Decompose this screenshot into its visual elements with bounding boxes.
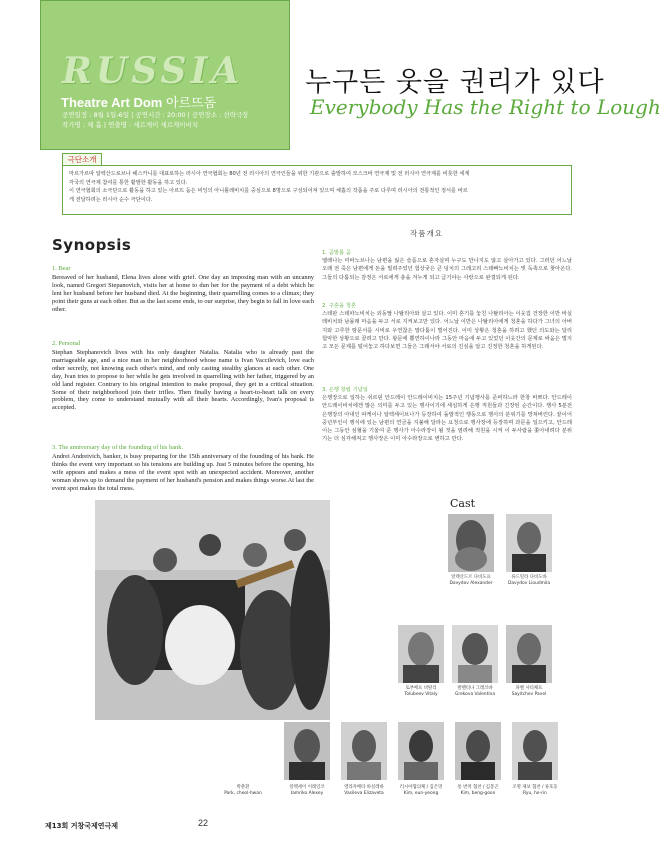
cast-photo-grekova-valentina [452,625,498,683]
cast-photo-davydov-alexander [448,514,494,572]
cast-caption-6 [214,785,272,796]
cast-name-en: Iamriko Alexey [290,790,324,796]
group-photo [95,500,330,720]
cast-caption-2 [500,575,558,586]
performance-info: 공연일정 : 8월 1일-6일 | 공연시간 : 20:00 | 공연장소 : 선락극장 [62,111,249,119]
cast-name-ko: 토부베프 비탈리 [405,686,437,691]
cast-photo-sayitchev-pavel [506,625,552,683]
company-intro [62,165,572,215]
cast-caption-3 [392,686,450,697]
cast-name-en: Davydov Alexander [449,580,493,586]
company-text-2: 각국의 연극제 참여를 통한 활발한 활동을 하고 있다. [69,179,188,186]
section-2-heading: 2. Personal [52,340,81,347]
cast-caption-10 [449,785,507,796]
cast-caption-5 [500,686,558,697]
cast-name-ko: 박춘환 [236,785,250,790]
cast-caption-7 [278,785,336,796]
cast-name-ko: 파벨 사티체프 [515,686,543,691]
korean-section-2-text: 스테판 스테파노비치는 외동딸 나탈리아와 살고 있다. 이미 혼기를 놓친 나탈리아는 이웃집 건장한 이반 바실레비치와 남몰래 마음을 두고 서로 지켜보고만 있다. 어느날 이반은 나탈리아에게 청혼을 하다가 그녀의 아버지와 고루한 땅문서를 시비로 우연찮은 말다툼이 벌어진다. 이미 상황은 청혼을 하려고 했던 의도와는 달리 험악한 상황으로 끌려고 만다. 왕문에 뽑연하이나라 그동안 마음에 두고 있었던 이웃간의 문제로 싸움은 벌지고 모든 문제를 털어놓고 하다보면 그들은 그래서야 서로의 진심을 알고 진정한 청혼을 하게된다. [322,311,572,351]
cast-caption-9 [392,785,450,796]
korean-section-3-text: 은행장으로 일하는 쉬르핀 안드레이 안드레이비치는 15주년 기념행사를 준비하느라 한창 바쁘다. 안드레이 안드레이비치에겐 많은 의미를 두고 있는 행사이기에 세심하게 은행 직원들과 긴장된 순간이다. 행사 5분전 은행장의 아내인 따케이나 알렉세이브나가 등장하여 돌발적인 행동으로 행사의 분위기를 망쳐버린다. 끝이어 중년부인이 행식에 있는 남편의 연금을 지불해 달라는 요청으로 행사장에 등장하며 과문을 일으키고, 안드레이는 그동안 심혈을 기울여 준 행사가 아수라장이 될 것을 염려해 적원을 시켜 이 두사람을 쫓아내려다 분위기는 더 심각해져고 행사장은 이미 아수라장으로 변하고 만다. [322,395,572,443]
cast-name-en: Grekova Valentina [454,691,496,697]
korean-title: 누구든 웃을 권리가 있다 [305,67,605,98]
page-number: 22 [198,818,209,828]
cast-name-en: Tolubeev Vitaly [404,691,438,697]
cast-caption-8 [335,785,393,796]
company-tag: 극단소개 [62,153,102,166]
english-title: Everybody Has the Right to Lough [310,95,661,119]
cast-name-ko: 러시아협의체 / 김은영 [399,785,443,790]
company-text-1: 마르가르따 알렉산드로브나 헤스카니를 대표로하는 러시아 연극협회는 80년 전 러시아의 연극인들을 위한 기관으로 출발하여 모스크바 연극제 및 전 러시아 연극제를 비롯한 세계 [69,171,470,177]
korean-section-3-heading: 3. 은행 창립 기념일 [322,387,368,393]
cast-photo-kim-beng-goon [455,722,501,780]
author-info: 작가명 : 체 홉 | 연출명 : 세르게이 세르게이비치 [62,121,199,129]
section-1-text: Bereaved of her husband, Elena lives alone with grief. One day an imposing man with an uncanny look, named Gregori Stepanovich, visits her at home to dun her for the payment of a debt which he lent her husband before her husband died. At the beginning, their quarrelling comes to a climax; they point their guns at each other. But as the last scene ends, to our surprise, they begin to fall in love each other. [52,274,314,313]
company-text-4: 게 전달하려는 러시아 순수 극단이다. [69,196,153,203]
festival-logo: 제13회 거창국제연극제 [45,822,119,830]
company-text-3: 이 연극협회의 소극단으로 활동을 하고 있는 아르뜨 돔은 비잉의 아니톨레비치를 중심으로 8명으로 구성되어져 있으며 체홉의 작품을 주로 다루며 러시아의 전통적인 정서를 바르 [69,188,468,195]
cast-name-ko: 엘라자베타 바실레바 [344,785,384,790]
section-2-text: Stephan Stephanovich lives with his only daughter Natalia. Natalia who is already past the marriageable age, and a nice man in her neighborhood whose name is Ivan Vaccilevich, love each other secretly, not knowing each other's mind, and only casting stealthy glances at each other. One day, Ivan tries to propose to her while he gets involved in quarrelling with her father, triggered by an old land register. Contrary to his original intention to make proposal, they get in a critical situation. Some of their neighborhood join their trifles. Then finally having a heart-to-heart talk on every problem, they come to understand mutually with all their hearts. Accordingly, Ivan's proposal is accepted. [52,349,314,412]
cast-name-en: Sayitchev Pavel [511,691,547,697]
theatre-name: Theatre Art Dom 아르뜨돔 [61,95,217,111]
cast-caption-4 [446,686,504,697]
cast-photo-davydov-lioudmila [506,514,552,572]
korean-section-1-heading: 1. 곰발톱 곰 [322,250,351,256]
cast-photo-vasileva-elizaveta [341,722,387,780]
section-1-heading: 1. Bear [52,265,71,272]
cast-name-en: Ryu, ho-rin [523,790,547,796]
cast-photo-ryu-ho-rin [512,722,558,780]
cast-name-en: Park, cheol-hwan [224,790,262,796]
cast-name-en: Kim, beng-goon [460,790,496,796]
korean-section-2-heading: 2. 구혼을 청혼 [322,303,357,309]
cast-photo-kim-eun-yeong [398,722,444,780]
cast-name-en: Vasileva Elizaveta [344,790,384,796]
synopsis-title: Synopsis [52,236,132,254]
korean-section-1-text: 엘레나는 미바노브나는 남편을 잃은 슬픔으로 혼자살며 누구도 만나지도 않고 살아가고 있다. 그러던 어느날 오래 전 죽은 남편에게 돈을 빌려주었던 험상궂은 큰 덩치의 그레고리 스테빠노비치는 빚 독촉으로 찾아온다. 그들의 다툼되는 감정은 서로에게 총을 겨누게 되고 급기야는 사랑으로 완결되게 된다. [322,258,572,281]
country-label: RUSSIA [62,50,244,92]
cast-name-en: Kim, eun-yeong [403,790,439,796]
cast-name-ko: 알렉산드르 다비도프 [451,575,491,580]
cast-name-ko: 알렉세이 이레일코 [289,785,325,790]
korean-synopsis-title: 작품개요 [410,229,443,238]
cast-photo-iamriko-alexey [284,722,330,780]
cast-name-ko: 조명 제보 협찬 / 류호동 [512,785,558,790]
cast-name-ko: 발렌티나 그레코바 [457,686,493,691]
cast-caption-1 [442,575,500,586]
cast-name-ko: 통 번역 협찬 / 김봉곤 [457,785,499,790]
cast-name-ko: 류드밀라 다비도바 [511,575,547,580]
section-3-heading: 3. The anniversary day of the founding of his bank. [52,444,184,451]
cast-name-en: Davydov Lioudmila [507,580,551,586]
section-3-text: Andrei Andreivich, banker, is busy preparing for the 15th anniversary of the founding of his bank. He thinks the event very important so his tensions are building up. Just 5 minutes before the opening, his wife appears and makes a mess of the event spot with an unexpected accident. Moreover, another woman shows up to demand the payment of her husband's pension and makes things worse.At last the event spot makes the total mess. [52,453,314,492]
cast-caption-11 [506,785,564,796]
cast-label: Cast [450,497,476,510]
cast-photo-tolubeev-vitaly [398,625,444,683]
